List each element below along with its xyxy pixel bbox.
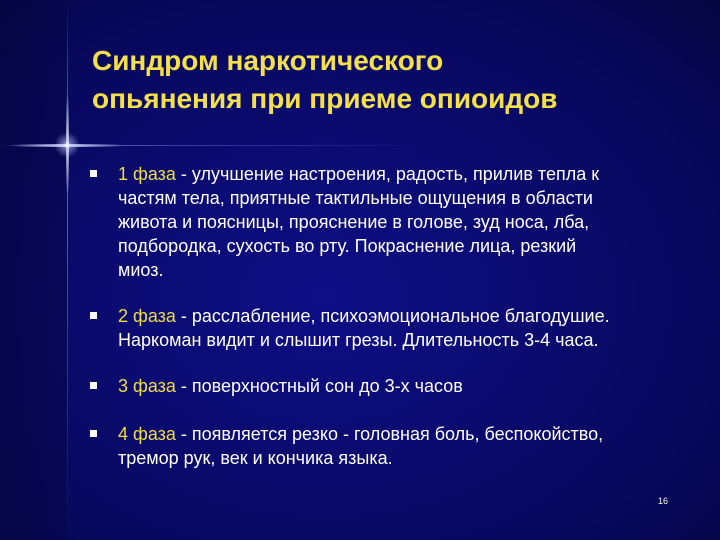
list-item-line: тремор рук, век и кончика языка. (118, 448, 393, 468)
square-bullet-icon (90, 312, 97, 319)
phase-label: 3 фаза (118, 376, 176, 396)
phase-description: - поверхностный сон до 3-х часов (175, 376, 463, 396)
slide-title-line-2: опьянения при приеме опиоидов (92, 83, 558, 114)
square-bullet-icon (90, 382, 97, 389)
list-item-line (118, 422, 688, 446)
list-item-line: миоз. (118, 260, 164, 280)
slide-title (92, 42, 692, 118)
square-bullet-icon (90, 170, 97, 177)
list-item-line (118, 162, 688, 186)
phase-list (88, 162, 688, 470)
phase-label: 4 фаза (118, 424, 176, 444)
slide-left-band (0, 0, 68, 540)
square-bullet-icon (90, 430, 97, 437)
list-item-line: подбородка, сухость во рту. Покраснение лица, резкий (118, 236, 577, 256)
list-item-phase-3 (88, 374, 688, 398)
list-item-phase-2 (88, 304, 688, 352)
list-item-line: живота и поясницы, прояснение в голове, зуд носа, лба, (118, 212, 590, 232)
phase-description: - расслабление, психоэмоциональное благодушие. (175, 306, 610, 326)
list-item-phase-4 (88, 422, 688, 470)
page-number: 16 (658, 496, 669, 506)
phase-description: - улучшение настроения, радость, прилив тепла к (175, 164, 600, 184)
phase-label: 1 фаза (118, 164, 176, 184)
phase-description: - появляется резко - головная боль, беспокойство, (175, 424, 604, 444)
phase-label: 2 фаза (118, 306, 176, 326)
list-item-phase-1 (88, 162, 688, 282)
decorative-vertical-line (67, 0, 68, 540)
slide-title-line-1: Синдром наркотического (92, 45, 444, 76)
list-item-line (118, 374, 688, 398)
list-item-line: частям тела, приятные тактильные ощущения в области (118, 188, 593, 208)
light-flare-icon (52, 130, 82, 160)
list-item-line: Наркоман видит и слышит грезы. Длительность 3-4 часа. (118, 330, 599, 350)
list-item-line (118, 304, 688, 328)
